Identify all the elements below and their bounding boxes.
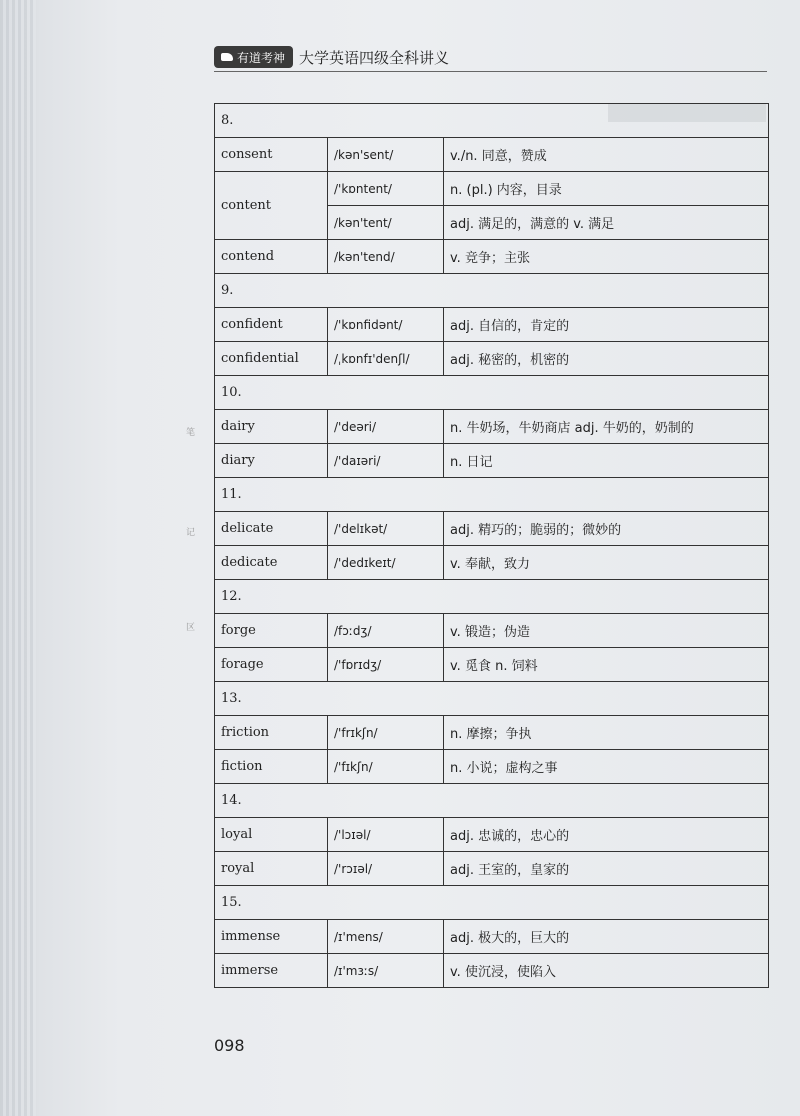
pronunciation-cell: /'deəri/ xyxy=(328,410,444,444)
word-cell: delicate xyxy=(215,512,328,546)
word-row xyxy=(215,410,769,444)
pronunciation-cell: /kən'tend/ xyxy=(328,240,444,274)
margin-note: 区 xyxy=(186,623,196,633)
word-cell: loyal xyxy=(215,818,328,852)
pronunciation-cell: /'fɪkʃn/ xyxy=(328,750,444,784)
word-row xyxy=(215,614,769,648)
word-cell: contend xyxy=(215,240,328,274)
word-cell: consent xyxy=(215,138,328,172)
word-row xyxy=(215,852,769,886)
meaning-cell: n. 牛奶场，牛奶商店 adj. 牛奶的，奶制的 xyxy=(444,410,769,444)
word-cell: forge xyxy=(215,614,328,648)
word-cell: forage xyxy=(215,648,328,682)
pronunciation-cell: /'kɒntent/ xyxy=(328,172,444,206)
word-row xyxy=(215,240,769,274)
meaning-cell: v. 竞争；主张 xyxy=(444,240,769,274)
meaning-cell: n. (pl.) 内容，目录 xyxy=(444,172,769,206)
brand-badge xyxy=(214,46,293,68)
word-row xyxy=(215,920,769,954)
page-number: 098 xyxy=(214,1036,245,1055)
pronunciation-cell: /'fɒrɪdʒ/ xyxy=(328,648,444,682)
vocab-table-body xyxy=(215,104,769,988)
hat-icon xyxy=(220,51,234,63)
page-stack-edge xyxy=(0,0,36,1116)
group-number: 12. xyxy=(215,580,769,614)
meaning-cell: adj. 精巧的；脆弱的；微妙的 xyxy=(444,512,769,546)
group-number: 15. xyxy=(215,886,769,920)
margin-note: 记 xyxy=(186,528,196,538)
pronunciation-cell: /ɪ'mens/ xyxy=(328,920,444,954)
meaning-cell: adj. 秘密的，机密的 xyxy=(444,342,769,376)
pronunciation-cell: /'dedɪkeɪt/ xyxy=(328,546,444,580)
group-header-row xyxy=(215,886,769,920)
word-row xyxy=(215,954,769,988)
meaning-cell: n. 小说；虚构之事 xyxy=(444,750,769,784)
meaning-cell: adj. 自信的，肯定的 xyxy=(444,308,769,342)
group-header-row xyxy=(215,580,769,614)
word-cell: confident xyxy=(215,308,328,342)
word-cell: diary xyxy=(215,444,328,478)
word-cell: dedicate xyxy=(215,546,328,580)
group-number: 14. xyxy=(215,784,769,818)
brand-badge-text: 有道考神 xyxy=(237,50,286,65)
word-cell: royal xyxy=(215,852,328,886)
header-rule xyxy=(214,71,767,72)
word-row xyxy=(215,512,769,546)
word-row xyxy=(215,342,769,376)
meaning-cell: adj. 极大的，巨大的 xyxy=(444,920,769,954)
group-header-row xyxy=(215,478,769,512)
group-header-row xyxy=(215,274,769,308)
pronunciation-cell: /ɪ'mɜːs/ xyxy=(328,954,444,988)
word-row xyxy=(215,750,769,784)
word-cell: fiction xyxy=(215,750,328,784)
word-row xyxy=(215,308,769,342)
group-number: 8. xyxy=(215,104,769,138)
word-row xyxy=(215,444,769,478)
pronunciation-cell: /'delɪkət/ xyxy=(328,512,444,546)
group-header-row xyxy=(215,104,769,138)
group-header-row xyxy=(215,682,769,716)
pronunciation-cell: /'rɔɪəl/ xyxy=(328,852,444,886)
word-row xyxy=(215,138,769,172)
word-row xyxy=(215,546,769,580)
pronunciation-cell: /'daɪəri/ xyxy=(328,444,444,478)
word-cell: friction xyxy=(215,716,328,750)
pronunciation-cell: /'lɔɪəl/ xyxy=(328,818,444,852)
word-cell: dairy xyxy=(215,410,328,444)
pronunciation-cell: /kən'sent/ xyxy=(328,138,444,172)
word-row xyxy=(215,818,769,852)
word-cell: immerse xyxy=(215,954,328,988)
meaning-cell: adj. 王室的，皇家的 xyxy=(444,852,769,886)
vocab-table xyxy=(214,103,769,988)
word-row xyxy=(215,172,769,206)
running-header xyxy=(214,44,449,70)
group-number: 11. xyxy=(215,478,769,512)
pronunciation-cell: /ˌkɒnfɪ'denʃl/ xyxy=(328,342,444,376)
pronunciation-cell: /kən'tent/ xyxy=(328,206,444,240)
pronunciation-cell: /'frɪkʃn/ xyxy=(328,716,444,750)
word-cell: confidential xyxy=(215,342,328,376)
pronunciation-cell: /fɔːdʒ/ xyxy=(328,614,444,648)
meaning-cell: adj. 忠诚的，忠心的 xyxy=(444,818,769,852)
group-number: 13. xyxy=(215,682,769,716)
group-header-row xyxy=(215,784,769,818)
meaning-cell: v. 奉献，致力 xyxy=(444,546,769,580)
meaning-cell: v./n. 同意，赞成 xyxy=(444,138,769,172)
word-cell: immense xyxy=(215,920,328,954)
meaning-cell: n. 日记 xyxy=(444,444,769,478)
word-row xyxy=(215,648,769,682)
meaning-cell: adj. 满足的，满意的 v. 满足 xyxy=(444,206,769,240)
group-number: 9. xyxy=(215,274,769,308)
meaning-cell: v. 觅食 n. 饲料 xyxy=(444,648,769,682)
meaning-cell: v. 锻造；伪造 xyxy=(444,614,769,648)
word-row xyxy=(215,716,769,750)
margin-note: 笔 xyxy=(186,428,196,438)
meaning-cell: v. 使沉浸，使陷入 xyxy=(444,954,769,988)
group-number: 10. xyxy=(215,376,769,410)
book-title: 大学英语四级全科讲义 xyxy=(299,48,450,67)
group-header-row xyxy=(215,376,769,410)
meaning-cell: n. 摩擦；争执 xyxy=(444,716,769,750)
word-cell: content xyxy=(215,172,328,240)
pronunciation-cell: /'kɒnfidənt/ xyxy=(328,308,444,342)
